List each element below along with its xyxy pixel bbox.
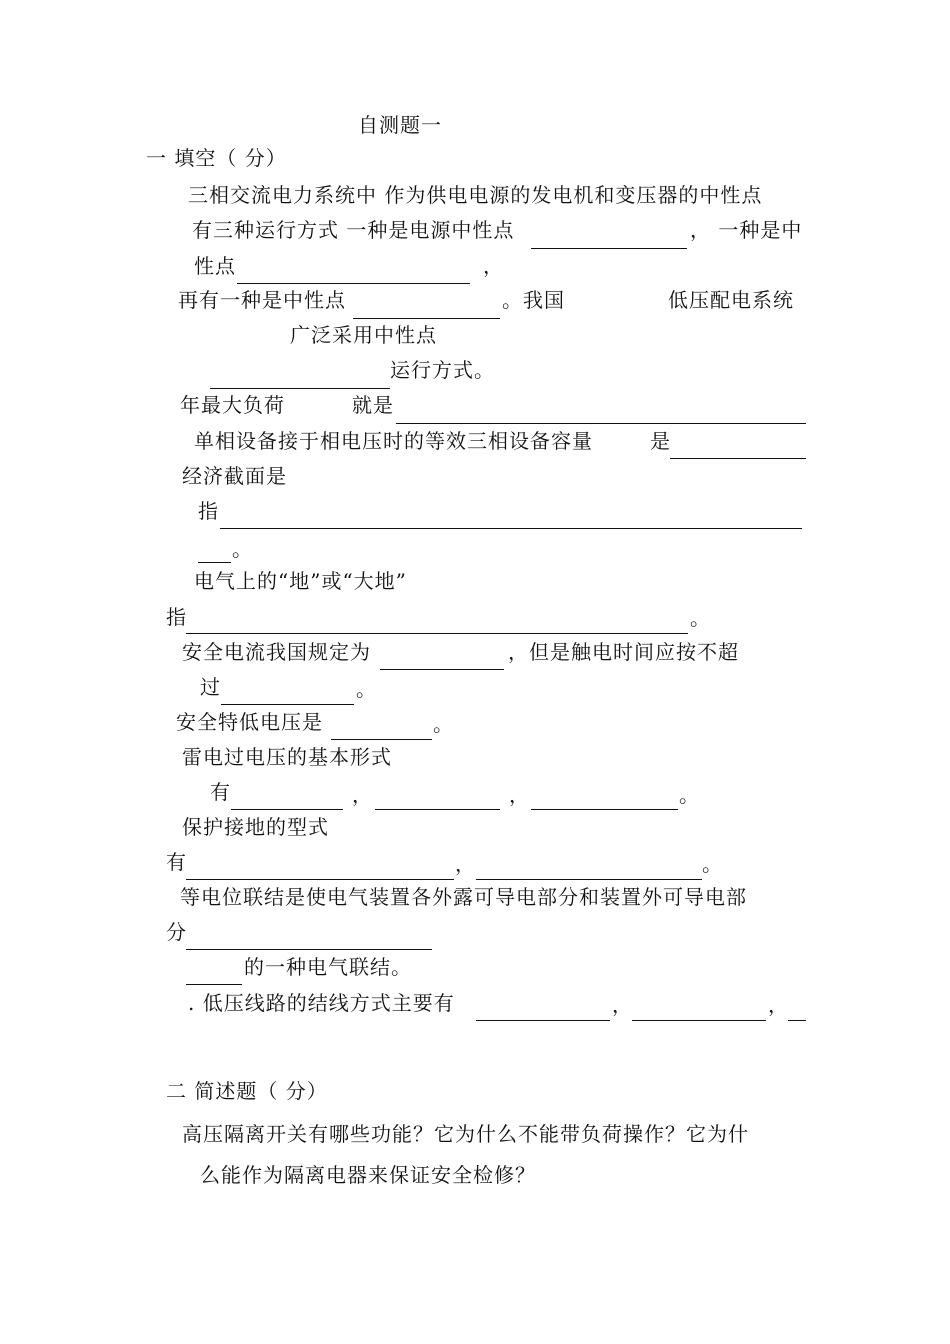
- section-heading-short-answer: 二 简述题（ 分）: [166, 1079, 328, 1103]
- blank-line: [186, 949, 432, 950]
- q7-period: 。: [433, 712, 454, 736]
- blank-line: [353, 318, 500, 319]
- blank-line: [531, 809, 678, 810]
- blank-line: [396, 423, 806, 424]
- q1-line4: 再有一种是中性点: [178, 288, 346, 312]
- q10-label: 等电位联结是使电气装置各外露可导电部分和装置外可导电部: [180, 885, 747, 909]
- q9-comma: ，: [455, 852, 476, 876]
- blank-line: [331, 739, 432, 740]
- q6-text: ，但是触电时间应按不超: [508, 640, 739, 664]
- blank-line: [380, 669, 504, 670]
- q5-period: 。: [690, 606, 711, 630]
- q6-label: 安全电流我国规定为: [182, 640, 371, 664]
- q1-line5: 广泛采用中性点: [290, 323, 437, 347]
- q7-label: 安全特低电压是: [176, 710, 323, 734]
- q1-line4-tail: 低压配电系统: [668, 288, 794, 312]
- q6-period: 。: [356, 677, 377, 701]
- q10-tail: 的一种电气联结。: [244, 955, 412, 979]
- q11-comma2: ，: [768, 993, 789, 1017]
- blank-line: [231, 809, 343, 810]
- s2-q1-line1: 高压隔离开关有哪些功能？它为什么不能带负荷操作？它为什: [182, 1122, 749, 1146]
- q8-comma1: ，: [352, 783, 373, 807]
- blank-line: [186, 879, 454, 880]
- q1-line2-tail: ， 一种是中: [690, 218, 803, 242]
- blank-line: [237, 283, 470, 284]
- q1-line3-comma: ，: [483, 254, 504, 278]
- q3-text: 是: [650, 429, 671, 453]
- q9-label: 保护接地的型式: [182, 815, 329, 839]
- blank-line: [210, 388, 390, 389]
- q5-label: 电气上的“地”或“大地”: [194, 569, 407, 593]
- s2-q1-line2: 么能作为隔离电器来保证安全检修？: [200, 1163, 536, 1187]
- blank-line: [375, 809, 500, 810]
- blank-line: [632, 1020, 766, 1021]
- q8-comma2: ，: [509, 783, 530, 807]
- q6-text2: 过: [200, 675, 221, 699]
- blank-line: [476, 879, 702, 880]
- q4-period: 。: [232, 537, 253, 561]
- q9-period: 。: [702, 852, 723, 876]
- blank-line: [531, 248, 687, 249]
- q11-comma1: ，: [612, 993, 633, 1017]
- q9-text: 有: [166, 850, 187, 874]
- q10-text: 分: [166, 920, 187, 944]
- q1-line3: 性点: [194, 254, 236, 278]
- q3-label: 单相设备接于相电压时的等效三相设备容量: [194, 429, 593, 453]
- blank-line: [476, 1020, 610, 1021]
- q2-text: 就是: [352, 393, 394, 417]
- blank-line: [788, 1020, 806, 1021]
- section-heading-fill-blank: 一 填空（ 分）: [146, 146, 287, 170]
- q1-line2: 有三种运行方式 一种是电源中性点: [192, 218, 515, 242]
- blank-line: [670, 458, 806, 459]
- q4-text: 指: [198, 499, 219, 523]
- q8-period: 。: [679, 783, 700, 807]
- q11-label: . 低压线路的结线方式主要有: [188, 991, 455, 1015]
- q5-text: 指: [166, 605, 187, 629]
- page-title: 自测题一: [358, 113, 442, 137]
- q1-line6: 运行方式。: [390, 358, 495, 382]
- blank-line: [186, 984, 242, 985]
- q2-label: 年最大负荷: [180, 393, 285, 417]
- blank-line: [198, 562, 231, 563]
- q1-line4-mid: 。我国: [502, 288, 565, 312]
- blank-line: [220, 528, 802, 529]
- q1-line1: 三相交流电力系统中 作为供电电源的发电机和变压器的中性点: [188, 183, 763, 207]
- q4-label: 经济截面是: [182, 464, 287, 488]
- blank-line: [186, 633, 688, 634]
- q8-text: 有: [210, 780, 231, 804]
- q8-label: 雷电过电压的基本形式: [182, 745, 392, 769]
- blank-line: [221, 704, 354, 705]
